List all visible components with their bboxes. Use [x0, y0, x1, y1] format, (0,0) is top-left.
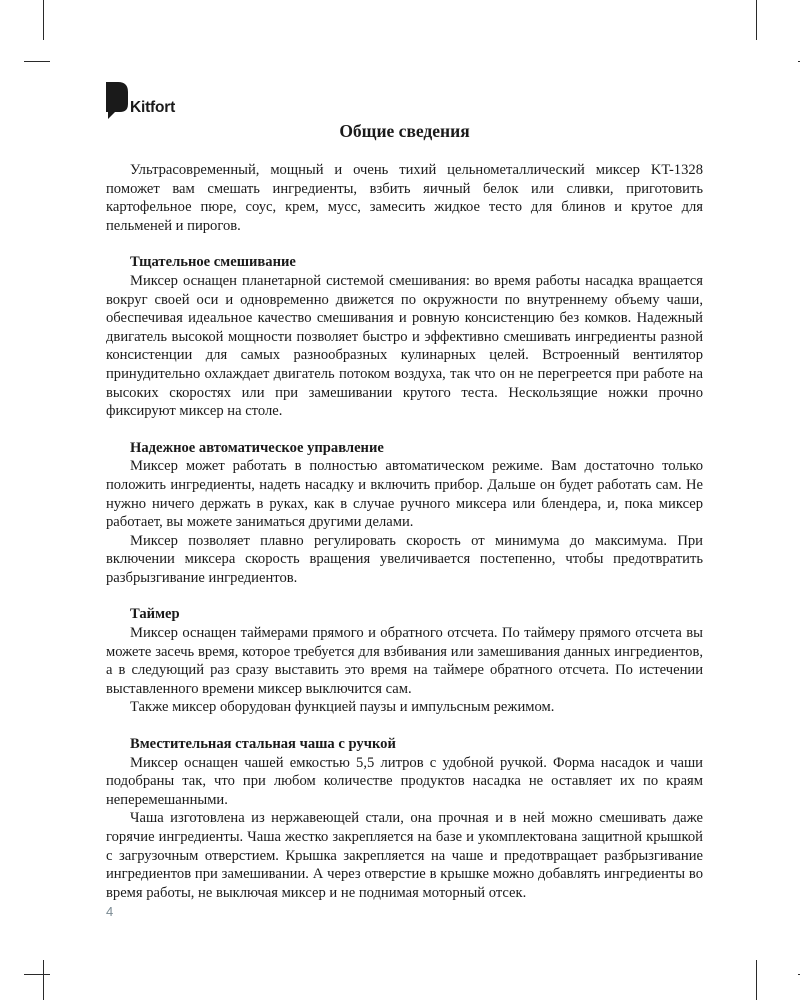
section-heading-automatic-control: Надежное автоматическое управление [130, 439, 384, 456]
section-paragraph: Чаша изготовлена из нержавеющей стали, она прочная и в ней можно смешивать даже горячие ингредиенты. Чаша жестко закрепляется на базе и укомплектована защитной крышкой с загрузочным отверстием. Крышка закрепляется на чаше и предотвращает разбрызгивание ингредиентов при замешивании. А через отверстие в крышке можно добавлять ингредиенты во время работы, не выключая миксер и не поднимая моторный отсек. [106, 810, 703, 901]
page-content [106, 121, 703, 902]
section-heading-bowl: Вместительная стальная чаша с ручкой [130, 736, 396, 753]
section-paragraph: Миксер может работать в полностью автоматическом режиме. Вам достаточно только положить ингредиенты, надеть насадку и включить прибор. Дальше он будет работать сам. Не нужно ничего держать в руках, как в случае ручного миксера или блендера, и, пока миксер работает, вы можете заниматься другими делами. [106, 458, 703, 531]
crop-mark-bottom-left-horizontal [24, 974, 50, 975]
section-heading-mixing: Тщательное смешивание [130, 254, 296, 271]
crop-mark-top-left-horizontal [24, 61, 50, 62]
crop-mark-top-left-vertical [43, 0, 44, 40]
brand-logo [106, 82, 175, 119]
crop-mark-bottom-right-vertical [756, 960, 757, 1000]
section-paragraph: Миксер оснащен чашей емкостью 5,5 литров с удобной ручкой. Форма насадок и чаши подобраны так, что при любом количестве продуктов насадка не оставляет их по краям неперемешанными. [106, 754, 703, 808]
crop-mark-top-right-vertical [756, 0, 757, 40]
section-heading-timer: Таймер [130, 606, 180, 623]
section-paragraph: Миксер оснащен таймерами прямого и обратного отсчета. По таймеру прямого отсчета вы можете засечь время, которое требуется для взбивания или замешивания данных ингредиентов, а в следующий раз сразу выставить это время на таймере обратного отсчета. По истечении выставленного времени миксер выключится сам. [106, 625, 703, 697]
page-number: 4 [106, 904, 114, 919]
section-paragraph: Миксер позволяет плавно регулировать скорость от минимума до максимума. При включении миксера скорость вращения увеличивается постепенно, чтобы предотвратить разбрызгивание ингредиентов. [106, 532, 703, 586]
brand-name: Kitfort [130, 99, 176, 116]
kitfort-logo-icon [106, 82, 128, 119]
section-paragraph: Также миксер оборудован функцией паузы и импульсным режимом. [130, 699, 555, 716]
crop-mark-bottom-left-vertical [43, 960, 44, 1000]
page-title: Общие сведения [339, 121, 470, 141]
intro-paragraph: Ультрасовременный, мощный и очень тихий цельнометаллический миксер KT-1328 поможет вам смешать ингредиенты, взбить яичный белок или сливки, приготовить картофельное пюре, соус, крем, мусс, замесить жидкое тесто для блинов и крутое для пельменей и пирогов. [106, 162, 703, 234]
section-paragraph: Миксер оснащен планетарной системой смешивания: во время работы насадка вращается вокруг своей оси и одновременно движется по окружности по внутреннему объему чаши, обеспечивая идеальное качество смешивания и ровную консистенцию без комков. Надежный двигатель высокой мощности позволяет быстро и эффективно смешивать ингредиенты разной консистенции для самых разнообразных кулинарных целей. Встроенный вентилятор принудительно охлаждает двигатель потоком воздуха, так что он не перегреется при работе на высоких скоростях или при замешивании крутого теста. Нескользящие ножки прочно фиксируют миксер на столе. [106, 272, 703, 420]
